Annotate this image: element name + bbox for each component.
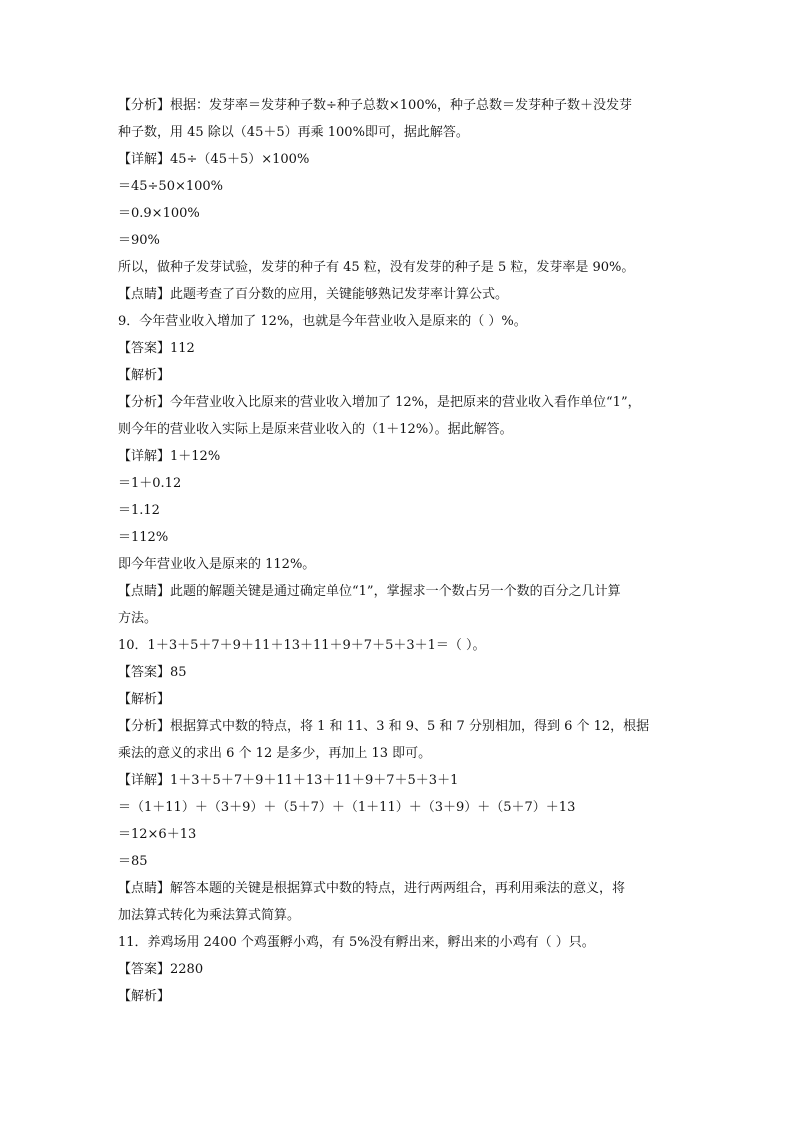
text-line: 加法算式转化为乘法算式简算。 [118, 908, 301, 923]
answer-10: 【答案】85 [118, 665, 187, 680]
text-line: 【分析】根据：发芽率＝发芽种子数÷种子总数×100%，种子总数＝发芽种子数＋没发芽 [118, 98, 632, 113]
text-line: ＝112% [118, 530, 169, 545]
answer-11: 【答案】2280 [118, 962, 204, 977]
text-line: 乘法的意义的求出 6 个 12 是多少，再加上 13 即可。 [118, 746, 432, 761]
text-line: 所以，做种子发芽试验，发芽的种子有 45 粒，没有发芽的种子是 5 粒，发芽率是 90%。 [118, 260, 635, 275]
question-10: 10．1＋3＋5＋7＋9＋11＋13＋11＋9＋7＋5＋3＋1＝（ ）。 [118, 638, 486, 653]
text-line: 【详解】1＋3＋5＋7＋9＋11＋13＋11＋9＋7＋5＋3＋1 [118, 773, 459, 788]
text-line: ＝（1＋11）＋（3＋9）＋（5＋7）＋（1＋11）＋（3＋9）＋（5＋7）＋13 [118, 800, 576, 815]
answer-9: 【答案】112 [118, 341, 195, 356]
question-11: 11．养鸡场用 2400 个鸡蛋孵小鸡，有 5%没有孵出来，孵出来的小鸡有（ ）只。 [118, 935, 595, 950]
text-line: 方法。 [118, 611, 158, 626]
text-line: ＝1.12 [118, 503, 160, 518]
text-line: 【点睛】此题的解题关键是通过确定单位“1”，掌握求一个数占另一个数的百分之几计算 [118, 584, 621, 599]
analysis-heading: 【解析】 [118, 368, 171, 383]
text-line: 种子数，用 45 除以（45＋5）再乘 100%即可，据此解答。 [118, 125, 469, 140]
text-line: 【点睛】此题考查了百分数的应用，关键能够熟记发芽率计算公式。 [118, 287, 509, 302]
question-9: 9．今年营业收入增加了 12%，也就是今年营业收入是原来的（ ）%。 [118, 314, 527, 329]
text-line: 【分析】根据算式中数的特点，将 1 和 11、3 和 9、5 和 7 分别相加，得到 6 个 12，根据 [118, 719, 650, 734]
text-line: 【点睛】解答本题的关键是根据算式中数的特点，进行两两组合，再利用乘法的意义，将 [118, 881, 626, 896]
analysis-heading: 【解析】 [118, 989, 171, 1004]
text-line: ＝90% [118, 233, 160, 248]
text-line: 则今年的营业收入实际上是原来营业收入的（1＋12%）。据此解答。 [118, 422, 513, 437]
text-line: ＝85 [118, 854, 148, 869]
text-line: 即今年营业收入是原来的 112%。 [118, 557, 316, 572]
text-line: 【分析】今年营业收入比原来的营业收入增加了 12%，是把原来的营业收入看作单位“1”， [118, 395, 641, 410]
document-body [118, 92, 684, 1010]
text-line: 【详解】45÷（45＋5）×100% [118, 152, 310, 167]
analysis-heading: 【解析】 [118, 692, 171, 707]
text-line: ＝45÷50×100% [118, 179, 224, 194]
text-line: 【详解】1＋12% [118, 449, 221, 464]
text-line: ＝12×6＋13 [118, 827, 197, 842]
text-line: ＝0.9×100% [118, 206, 200, 221]
text-line: ＝1＋0.12 [118, 476, 182, 491]
